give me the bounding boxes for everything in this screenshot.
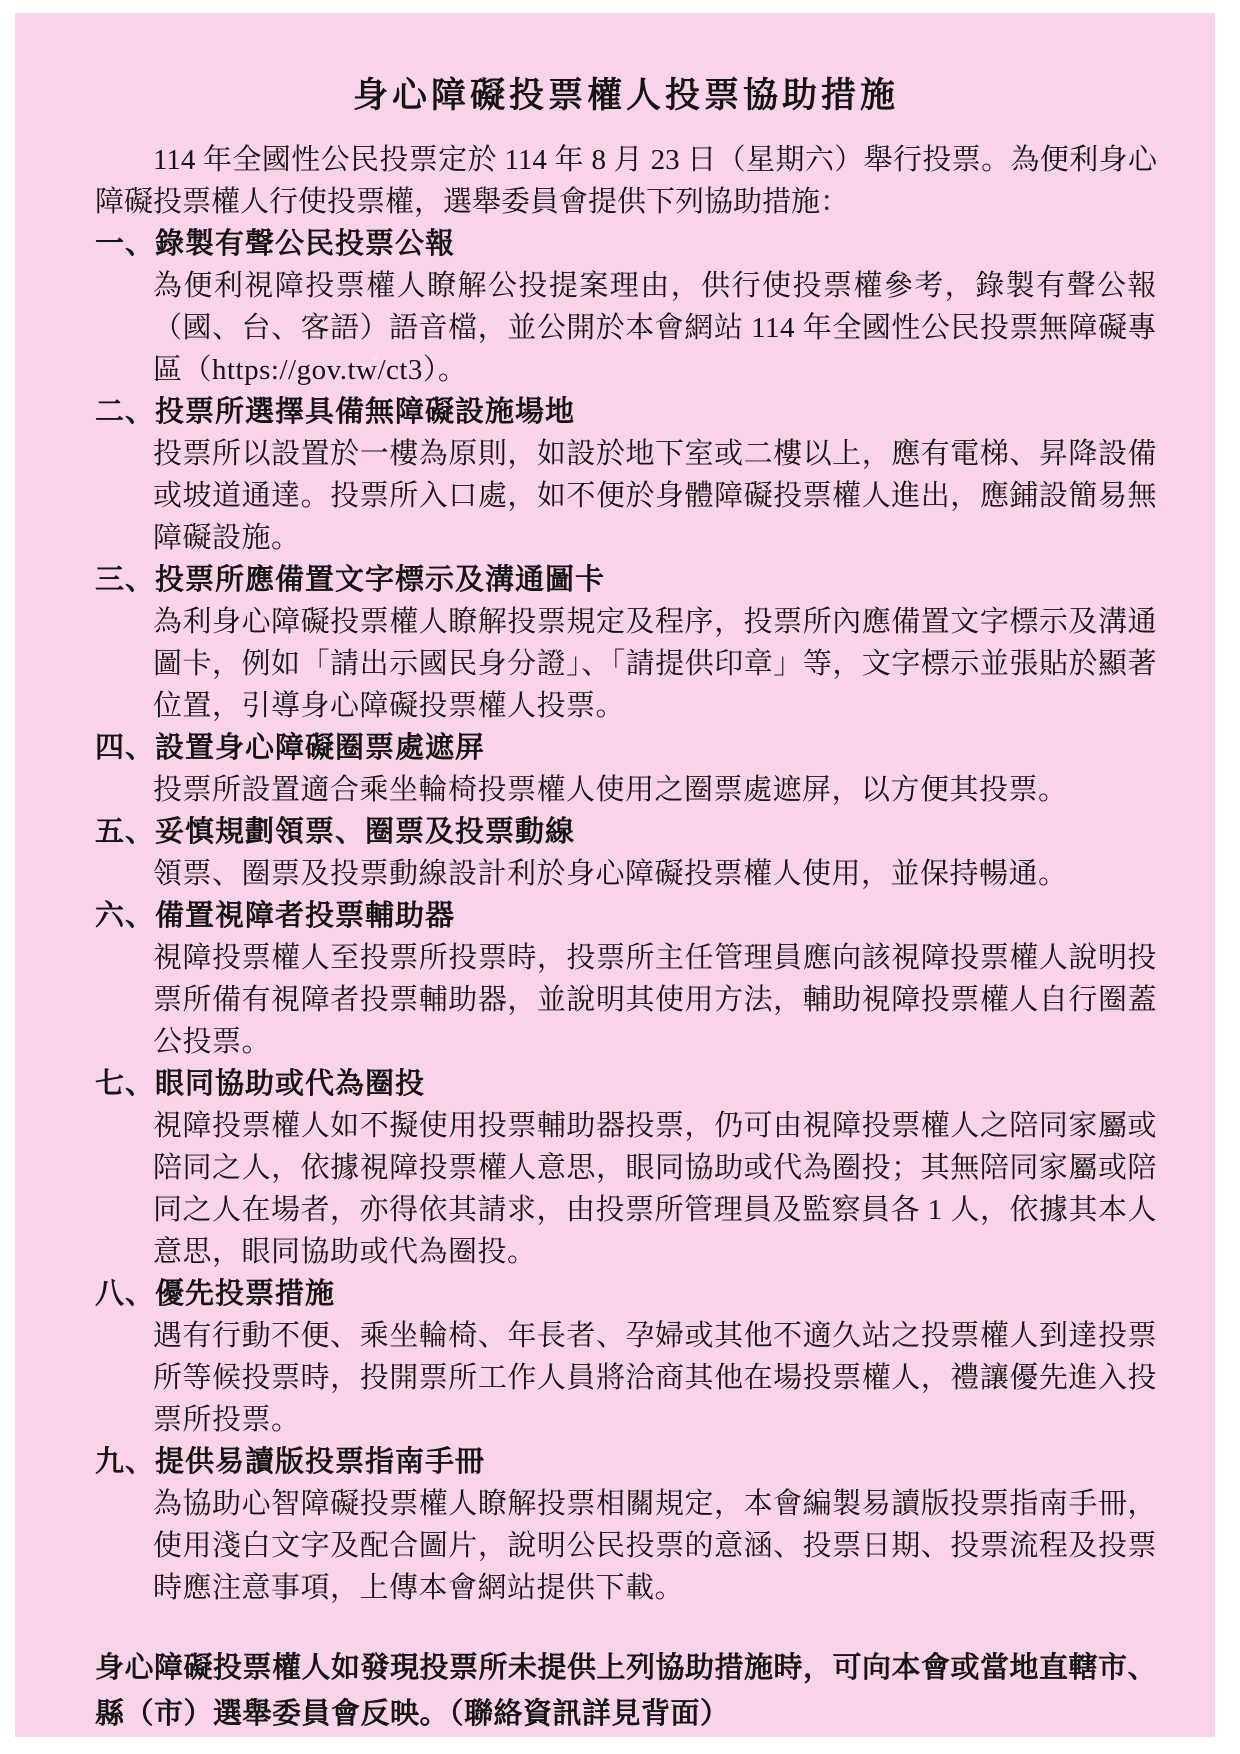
section-title: 提供易讀版投票指南手冊 bbox=[155, 1446, 486, 1478]
section-number: 四、 bbox=[95, 732, 156, 764]
section-title: 優先投票措施 bbox=[155, 1278, 336, 1310]
section-heading bbox=[95, 223, 1157, 265]
section-body: 投票所以設置於一樓為原則，如設於地下室或二樓以上，應有電梯、昇降設備或坡道通達。投票所入口處，如不便於身體障礙投票權人進出，應鋪設簡易無障礙設施。 bbox=[153, 438, 1157, 554]
section-heading bbox=[95, 811, 1157, 853]
section-heading bbox=[95, 559, 1157, 601]
section-number: 五、 bbox=[95, 816, 156, 848]
section-body: 遇有行動不便、乘坐輪椅、年長者、孕婦或其他不適久站之投票權人到達投票所等候投票時，投開票所工作人員將洽商其他在場投票權人，禮讓優先進入投票所投票。 bbox=[153, 1320, 1157, 1436]
section-body: 視障投票權人至投票所投票時，投票所主任管理員應向該視障投票權人說明投票所備有視障者投票輔助器，並說明其使用方法，輔助視障投票權人自行圈蓋公投票。 bbox=[153, 942, 1157, 1058]
section-title: 設置身心障礙圈票處遮屏 bbox=[155, 732, 486, 764]
section-body: 為便利視障投票權人瞭解公投提案理由，供行使投票權參考，錄製有聲公報（國、台、客語）語音檔，並公開於本會網站 114 年全國性公民投票無障礙專區（https://gov.tw/ct3）。 bbox=[153, 270, 1157, 386]
section-title: 投票所選擇具備無障礙設施場地 bbox=[155, 396, 576, 428]
section-number: 六、 bbox=[95, 900, 156, 932]
section bbox=[95, 1273, 1157, 1441]
section bbox=[95, 559, 1157, 727]
section bbox=[95, 1063, 1157, 1273]
section bbox=[95, 1441, 1157, 1609]
section-number: 一、 bbox=[95, 228, 156, 260]
section bbox=[95, 811, 1157, 895]
footer-note: 身心障礙投票權人如發現投票所未提供上列協助措施時，可向本會或當地直轄市、縣（市）選舉委員會反映。（聯絡資訊詳見背面） bbox=[95, 1652, 1158, 1730]
section-title: 眼同協助或代為圈投 bbox=[155, 1068, 426, 1100]
section bbox=[95, 223, 1157, 391]
section-body: 視障投票權人如不擬使用投票輔助器投票，仍可由視障投票權人之陪同家屬或陪同之人，依據視障投票權人意思，眼同協助或代為圈投；其無陪同家屬或陪同之人在場者，亦得依其請求，由投票所管理員及監察員各 1 人，依據其本人意思，眼同協助或代為圈投。 bbox=[153, 1110, 1158, 1268]
section-heading bbox=[95, 1441, 1157, 1483]
section-title: 備置視障者投票輔助器 bbox=[155, 900, 456, 932]
section-title: 投票所應備置文字標示及溝通圖卡 bbox=[155, 564, 606, 596]
section-number: 三、 bbox=[95, 564, 156, 596]
section-number: 八、 bbox=[95, 1278, 156, 1310]
section-number: 二、 bbox=[95, 396, 156, 428]
section-body: 為利身心障礙投票權人瞭解投票規定及程序，投票所內應備置文字標示及溝通圖卡，例如「請出示國民身分證」、「請提供印章」等，文字標示並張貼於顯著位置，引導身心障礙投票權人投票。 bbox=[153, 606, 1157, 722]
section-heading bbox=[95, 895, 1157, 937]
section bbox=[95, 895, 1157, 1063]
document-sheet bbox=[15, 13, 1215, 1737]
section-title: 妥慎規劃領票、圈票及投票動線 bbox=[155, 816, 576, 848]
section bbox=[95, 727, 1157, 811]
page-title: 身心障礙投票權人投票協助措施 bbox=[352, 76, 899, 115]
section bbox=[95, 391, 1157, 559]
section-title: 錄製有聲公民投票公報 bbox=[155, 228, 456, 260]
section-body: 領票、圈票及投票動線設計利於身心障礙投票權人使用，並保持暢通。 bbox=[153, 858, 1068, 890]
section-number: 七、 bbox=[95, 1068, 156, 1100]
intro-paragraph: 114 年全國性公民投票定於 114 年 8 月 23 日（星期六）舉行投票。為便利身心障礙投票權人行使投票權，選舉委員會提供下列協助措施： bbox=[95, 144, 1157, 218]
section-heading bbox=[95, 391, 1157, 433]
section-body: 投票所設置適合乘坐輪椅投票權人使用之圈票處遮屏，以方便其投票。 bbox=[153, 774, 1068, 806]
section-heading bbox=[95, 1273, 1157, 1315]
section-heading bbox=[95, 1063, 1157, 1105]
sections-list bbox=[95, 223, 1157, 1609]
section-number: 九、 bbox=[95, 1446, 156, 1478]
section-body: 為協助心智障礙投票權人瞭解投票相關規定，本會編製易讀版投票指南手冊，使用淺白文字及配合圖片，說明公民投票的意涵、投票日期、投票流程及投票時應注意事項，上傳本會網站提供下載。 bbox=[153, 1488, 1157, 1604]
section-heading bbox=[95, 727, 1157, 769]
